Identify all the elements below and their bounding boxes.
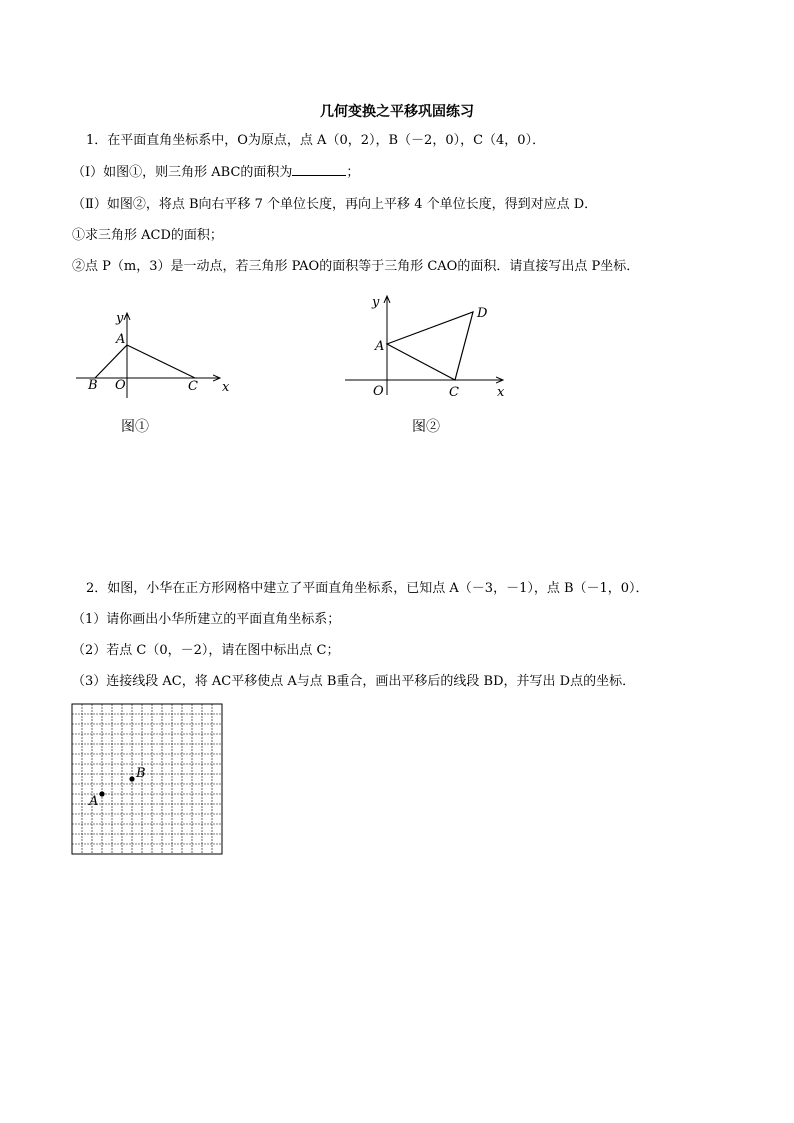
label-b: B — [136, 766, 146, 781]
grid-lines — [72, 704, 222, 854]
label-o: O — [373, 384, 384, 399]
q1-sub1: ①求三角形 ACD的面积； — [72, 228, 223, 243]
label-y: y — [116, 311, 124, 326]
q1-stem: 1．在平面直角坐标系中，O为原点，点 A（0，2），B（－2，0），C（4，0）． — [86, 133, 546, 148]
label-b: B — [88, 378, 98, 393]
q1-part2: （Ⅱ）如图②，将点 B向右平移 7 个单位长度，再向上平移 4 个单位长度，得到对应点 D． — [72, 197, 598, 212]
grid-figure — [68, 700, 228, 860]
label-d: D — [477, 306, 488, 321]
label-x: x — [222, 380, 230, 395]
label-o: O — [115, 378, 126, 393]
label-x: x — [497, 385, 505, 400]
q1-part1 — [72, 163, 359, 183]
q2-part3: （3）连接线段 AC，将 AC平移使点 A与点 B重合，画出平移后的线段 BD，并写出 D点的坐标． — [72, 674, 636, 689]
q2-part2: （2）若点 C（0，－2），请在图中标出点 C； — [72, 643, 340, 658]
triangle-abc — [95, 345, 195, 378]
figure-2 — [340, 290, 520, 405]
q1-part1-prefix: （Ⅰ）如图①，则三角形 ABC的面积为 — [72, 165, 293, 180]
q1-part1-suffix: ； — [346, 165, 360, 180]
q2-part1: （1）请你画出小华所建立的平面直角坐标系； — [72, 612, 341, 627]
grid-border — [72, 704, 222, 854]
label-a: A — [375, 339, 385, 354]
answer-blank — [292, 163, 346, 176]
label-a: A — [116, 332, 126, 347]
label-a: A — [89, 794, 99, 809]
figure-2-caption: 图② — [412, 419, 440, 435]
label-c: C — [188, 379, 198, 394]
q2-stem: 2．如图，小华在正方形网格中建立了平面直角坐标系，已知点 A（－3，－1），点 B（－1，0）． — [86, 581, 649, 596]
page-title: 几何变换之平移巩固练习 — [320, 104, 474, 120]
label-y: y — [372, 295, 380, 310]
triangle-acd — [387, 312, 473, 380]
label-c: C — [449, 385, 459, 400]
figure-1 — [70, 305, 250, 405]
point-a — [99, 791, 104, 796]
q1-sub2: ②点 P（m，3）是一动点，若三角形 PAO的面积等于三角形 CAO的面积．请直接写出点 P坐标． — [72, 259, 640, 274]
figure-1-caption: 图① — [121, 419, 149, 435]
point-b — [129, 776, 134, 781]
